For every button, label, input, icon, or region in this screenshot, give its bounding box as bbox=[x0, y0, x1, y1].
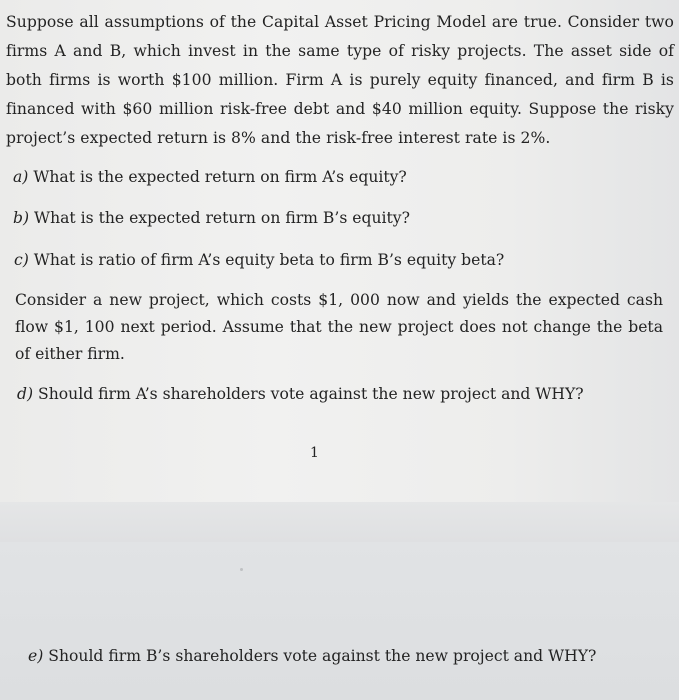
question-e-label: e) bbox=[28, 647, 44, 665]
question-b-text: What is the expected return on firm B’s equity? bbox=[34, 209, 410, 227]
question-d-text: Should firm A’s shareholders vote against the new project and WHY? bbox=[38, 385, 584, 403]
question-a bbox=[13, 167, 407, 187]
question-a-text: What is the expected return on firm A’s equity? bbox=[33, 168, 407, 186]
question-e-text: Should firm B’s shareholders vote against the new project and WHY? bbox=[48, 647, 597, 665]
question-d-label: d) bbox=[17, 385, 34, 403]
new-project-paragraph: Consider a new project, which costs $1, 000 now and yields the expected cash flow $1, 100 next period. Assume that the new project does not change the beta of either firm. bbox=[15, 291, 663, 363]
problem-intro: Suppose all assumptions of the Capital Asset Pricing Model are true. Consider two firms A and B, which invest in the same type of risky projects. The asset side of both firms is worth $100 million. Firm A is purely equity financed, and firm B is financed with $60 million risk-free debt and $40 million equity. Suppose the risky project’s expected return is 8% and the risk-free interest rate is 2%. bbox=[6, 13, 674, 147]
question-b-label: b) bbox=[13, 209, 30, 227]
question-c-label: c) bbox=[14, 251, 29, 269]
question-a-label: a) bbox=[13, 168, 29, 186]
question-d bbox=[17, 384, 584, 404]
next-sheet bbox=[0, 542, 679, 700]
paper-speck bbox=[240, 568, 243, 571]
page-gap bbox=[0, 502, 679, 542]
question-c-text: What is ratio of firm A’s equity beta to firm B’s equity beta? bbox=[33, 251, 505, 269]
page-number: 1 bbox=[310, 445, 319, 461]
question-b bbox=[13, 208, 410, 228]
question-e bbox=[28, 646, 596, 666]
question-c bbox=[14, 250, 504, 270]
